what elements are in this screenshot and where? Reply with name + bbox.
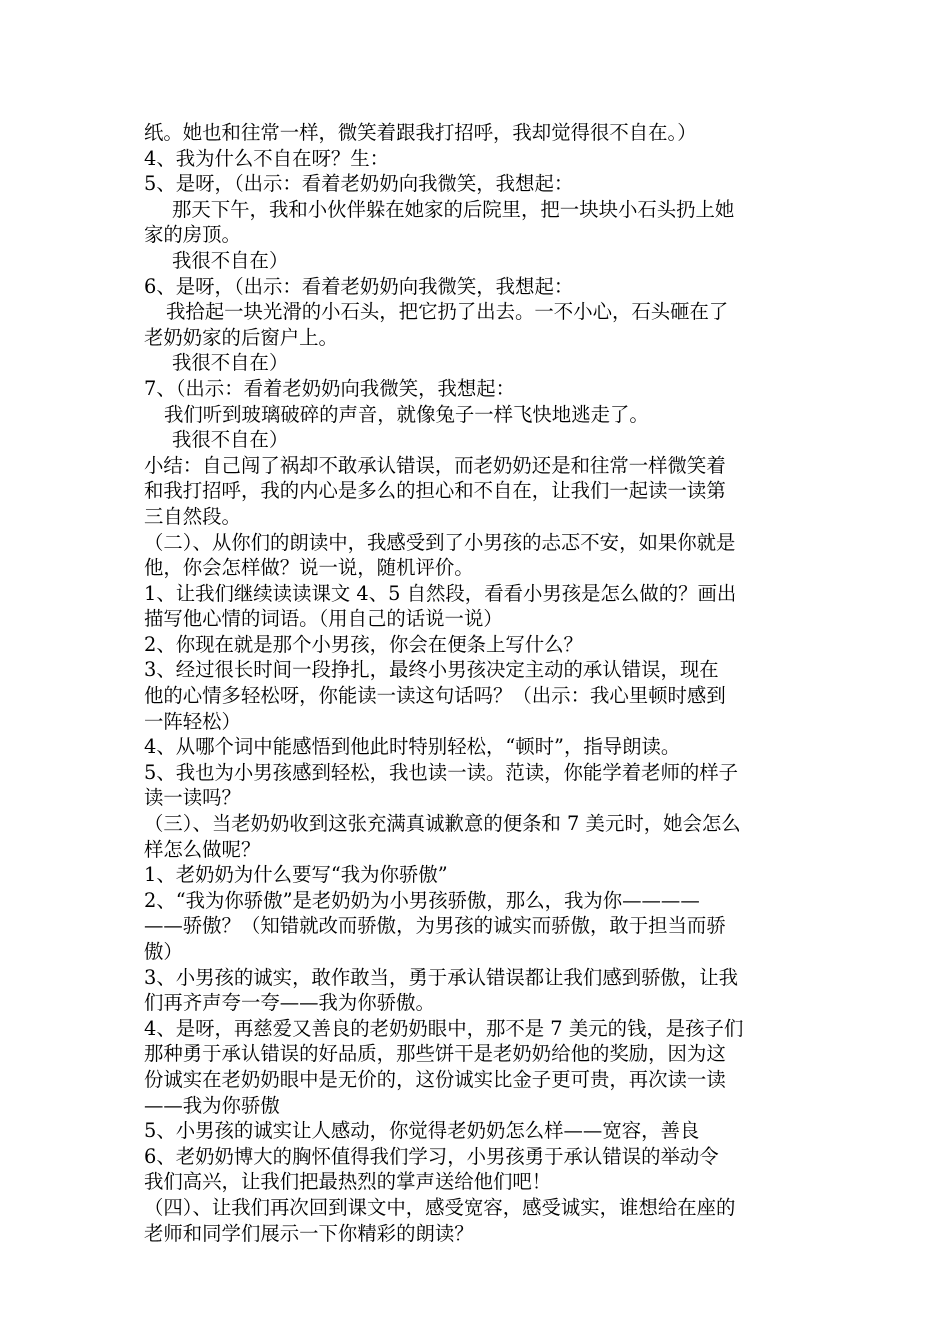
text-line: 1、老奶奶为什么要写“我为你骄傲” bbox=[144, 863, 448, 887]
text-line: 他的心情多轻松呀，你能读一读这句话吗？（出示：我心里顿时感到 bbox=[144, 684, 726, 708]
text-line: 7、（出示：看着老奶奶向我微笑，我想起： bbox=[144, 376, 516, 400]
text-line: 6、是呀，（出示：看着老奶奶向我微笑，我想起： bbox=[144, 274, 574, 298]
text-line: 家的房顶。 bbox=[144, 223, 241, 247]
text-line: （三）、当老奶奶收到这张充满真诚歉意的便条和 7 美元时，她会怎么 bbox=[144, 812, 741, 836]
text-line: 1、让我们继续读读课文 4、5 自然段，看看小男孩是怎么做的？画出 bbox=[144, 581, 737, 605]
text-line: 描写他心情的词语。（用自己的话说一说） bbox=[144, 607, 503, 631]
text-line: 那种勇于承认错误的好品质，那些饼干是老奶奶给他的奖励，因为这 bbox=[144, 1042, 726, 1066]
text-line: 4、从哪个词中能感悟到他此时特别轻松，“顿时”，指导朗读。 bbox=[144, 735, 681, 759]
text-line: 3、小男孩的诚实，敢作敢当，勇于承认错误都让我们感到骄傲，让我 bbox=[144, 965, 739, 989]
text-line: 那天下午，我和小伙伴躲在她家的后院里，把一块块小石头扔上她 bbox=[172, 197, 735, 221]
document-body bbox=[144, 120, 812, 1246]
text-line: 读一读吗？ bbox=[144, 786, 241, 810]
text-line: （二）、从你们的朗读中，我感受到了小男孩的忐忑不安，如果你就是 bbox=[144, 530, 736, 554]
text-line: 样怎么做呢？ bbox=[144, 837, 261, 861]
text-line: （四）、让我们再次回到课文中，感受宽容，感受诚实，谁想给在座的 bbox=[144, 1195, 736, 1219]
text-line: 份诚实在老奶奶眼中是无价的，这份诚实比金子更可贵，再次读一读 bbox=[144, 1067, 726, 1091]
text-line: 2、你现在就是那个小男孩，你会在便条上写什么？ bbox=[144, 632, 583, 656]
text-line: 和我打招呼，我的内心是多么的担心和不自在，让我们一起读一读第 bbox=[144, 479, 726, 503]
text-line: 5、是呀，（出示：看着老奶奶向我微笑，我想起： bbox=[144, 172, 574, 196]
text-line: 三自然段。 bbox=[144, 504, 241, 528]
text-line: ——我为你骄傲 bbox=[144, 1093, 280, 1117]
text-line: 4、我为什么不自在呀？生： bbox=[144, 146, 390, 170]
text-line: 5、我也为小男孩感到轻松，我也读一读。范读，你能学着老师的样子 bbox=[144, 760, 739, 784]
text-line: 我们高兴，让我们把最热烈的掌声送给他们吧！ bbox=[144, 1170, 552, 1194]
text-line: 6、老奶奶博大的胸怀值得我们学习，小男孩勇于承认错误的举动令 bbox=[144, 1144, 719, 1168]
text-line: 5、小男孩的诚实让人感动，你觉得老奶奶怎么样——宽容，善良 bbox=[144, 1119, 700, 1143]
text-line: 老奶奶家的后窗户上。 bbox=[144, 325, 338, 349]
text-line: 傲） bbox=[144, 940, 183, 963]
text-line: 他，你会怎样做？说一说，随机评价。 bbox=[144, 556, 474, 580]
text-line: 们再齐声夸一夸——我为你骄傲。 bbox=[144, 991, 435, 1015]
text-line: 小结：自己闯了祸却不敢承认错误，而老奶奶还是和往常一样微笑着 bbox=[144, 453, 726, 477]
text-line: 纸。她也和往常一样，微笑着跟我打招呼，我却觉得很不自在。） bbox=[144, 121, 697, 144]
text-line: 老师和同学们展示一下你精彩的朗读？ bbox=[144, 1221, 474, 1245]
text-line: 我很不自在） bbox=[172, 248, 289, 272]
text-line: 我拾起一块光滑的小石头，把它扔了出去。一不小心，石头砸在了 bbox=[166, 300, 729, 324]
text-line: 一阵轻松） bbox=[144, 709, 241, 733]
text-line: 4、是呀，再慈爱又善良的老奶奶眼中，那不是 7 美元的钱，是孩子们 bbox=[144, 1016, 744, 1040]
text-line: 我很不自在） bbox=[172, 428, 289, 452]
text-line: 我们听到玻璃破碎的声音，就像兔子一样飞快地逃走了。 bbox=[164, 402, 649, 426]
text-line: 2、“我为你骄傲”是老奶奶为小男孩骄傲，那么，我为你———— bbox=[144, 888, 700, 912]
text-line: 3、经过很长时间一段挣扎，最终小男孩决定主动的承认错误，现在 bbox=[144, 658, 719, 682]
text-line: ——骄傲？（知错就改而骄傲，为男孩的诚实而骄傲，敢于担当而骄 bbox=[144, 914, 726, 938]
text-line: 我很不自在） bbox=[172, 351, 289, 375]
